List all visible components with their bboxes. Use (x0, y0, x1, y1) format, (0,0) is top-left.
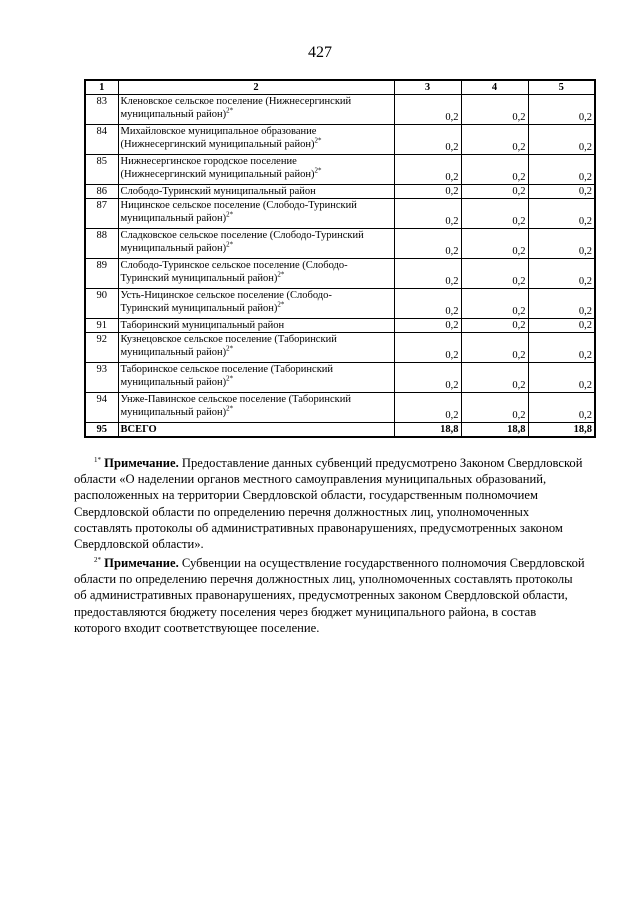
cell-col5: 0,2 (528, 125, 595, 155)
row-name-line2-text: муниципальный район) (120, 109, 227, 120)
cell-col3: 0,2 (394, 125, 461, 155)
row-name-line2-text: муниципальный район) (120, 407, 227, 418)
cell-col3: 0,2 (394, 229, 461, 259)
cell-col4: 0,2 (461, 289, 528, 319)
footnote-reference: 2* (277, 300, 285, 309)
row-name-line2-text: Туринский муниципальный район) (120, 273, 278, 284)
cell-col5: 0,2 (528, 155, 595, 185)
row-name-line1: Ницинское сельское поселение (Слободо-Туринский (120, 200, 357, 211)
table-row (85, 229, 595, 259)
row-name-line1: Слободо-Туринский муниципальный район (120, 186, 316, 197)
row-name-line2-text: Туринский муниципальный район) (120, 303, 278, 314)
row-name-line1: Усть-Ницинское сельское поселение (Слободо- (120, 290, 332, 301)
column-header: 5 (528, 80, 595, 95)
row-name-line2-text: (Нижнесергинский муниципальный район) (120, 169, 315, 180)
subsidy-table (84, 79, 596, 438)
table-row (85, 125, 595, 155)
cell-col4: 0,2 (461, 95, 528, 125)
row-number: 85 (85, 155, 118, 185)
row-name-line2-text: муниципальный район) (120, 377, 227, 388)
row-name (118, 125, 394, 155)
cell-col4: 0,2 (461, 229, 528, 259)
cell-col5: 0,2 (528, 259, 595, 289)
footnote-text: Субвенции на осуществление государственного полномочия Свердловской области по определению перечня должностных лиц, уполномоченных составлять протоколы об административных правонарушениях, предусмотренных законом Свердловской области, предоставляются бюджету поселения через бюджет муниципального района, в состав которого входит соответствующее поселение. (74, 556, 585, 635)
row-name (118, 199, 394, 229)
row-name (118, 319, 394, 333)
table-header-row (85, 80, 595, 95)
row-name-line2 (121, 212, 392, 225)
cell-col3: 0,2 (394, 363, 461, 393)
footnote-heading: Примечание. (104, 456, 179, 470)
cell-col5: 0,2 (528, 333, 595, 363)
column-header: 2 (118, 80, 394, 95)
table-row (85, 363, 595, 393)
row-name (118, 259, 394, 289)
row-name-line2 (121, 168, 392, 181)
row-name (118, 95, 394, 125)
row-name-line1: Сладковское сельское поселение (Слободо-Туринский (120, 230, 364, 241)
row-name-line1: Кузнецовское сельское поселение (Таборинский (120, 334, 337, 345)
table-body (85, 95, 595, 438)
row-name (118, 393, 394, 423)
footnote-2 (74, 555, 586, 636)
table-row-total (85, 423, 595, 438)
row-name (118, 185, 394, 199)
row-name (118, 155, 394, 185)
row-name-line1: Нижнесергинское городское поселение (120, 156, 297, 167)
row-label: ВСЕГО (118, 423, 394, 438)
cell-col3: 0,2 (394, 155, 461, 185)
footnote-reference: 2* (314, 136, 322, 145)
cell-col4: 0,2 (461, 333, 528, 363)
cell-col4: 0,2 (461, 259, 528, 289)
row-name-line1: Кленовское сельское поселение (Нижнесергинский (120, 96, 352, 107)
row-name (118, 289, 394, 319)
cell-col3: 0,2 (394, 289, 461, 319)
footnote-reference: 2* (226, 404, 234, 413)
footnote-reference: 2* (226, 240, 234, 249)
cell-col4: 18,8 (461, 423, 528, 438)
row-name-line2-text: (Нижнесергинский муниципальный район) (120, 139, 315, 150)
cell-col5: 0,2 (528, 185, 595, 199)
row-number: 86 (85, 185, 118, 199)
cell-col4: 0,2 (461, 155, 528, 185)
cell-col3: 0,2 (394, 199, 461, 229)
row-name (118, 333, 394, 363)
row-name-line2 (121, 376, 392, 389)
cell-col3: 0,2 (394, 185, 461, 199)
footnote-reference: 2* (277, 270, 285, 279)
row-name-line1: Слободо-Туринское сельское поселение (Слободо- (120, 260, 348, 271)
row-name-line1: Таборинское сельское поселение (Таборинский (120, 364, 334, 375)
footnote-reference: 2* (226, 106, 234, 115)
table-row (85, 95, 595, 125)
column-header: 4 (461, 80, 528, 95)
footnote-reference: 2* (314, 166, 322, 175)
column-header: 3 (394, 80, 461, 95)
row-number: 89 (85, 259, 118, 289)
cell-col3: 0,2 (394, 95, 461, 125)
table-row (85, 199, 595, 229)
table-row (85, 319, 595, 333)
row-name (118, 363, 394, 393)
table-row (85, 289, 595, 319)
row-name-line1: Михайловское муниципальное образование (120, 126, 317, 137)
cell-col3: 0,2 (394, 259, 461, 289)
cell-col4: 0,2 (461, 185, 528, 199)
row-name-line2-text: муниципальный район) (120, 243, 227, 254)
row-name-line2 (121, 242, 392, 255)
row-name-line2 (121, 138, 392, 151)
cell-col5: 0,2 (528, 95, 595, 125)
footnote-reference: 2* (226, 344, 234, 353)
row-name-line2-text: муниципальный район) (120, 347, 227, 358)
row-number: 90 (85, 289, 118, 319)
cell-col3: 0,2 (394, 393, 461, 423)
row-name-line2 (121, 272, 392, 285)
footnote-reference: 2* (226, 210, 234, 219)
footnote-marker: 1* (94, 455, 101, 464)
row-number: 95 (85, 423, 118, 438)
table-row (85, 155, 595, 185)
row-name-line2-text: муниципальный район) (120, 213, 227, 224)
row-number: 88 (85, 229, 118, 259)
row-name-line1: Таборинский муниципальный район (120, 320, 285, 331)
footnote-heading: Примечание. (104, 556, 179, 570)
cell-col5: 18,8 (528, 423, 595, 438)
cell-col5: 0,2 (528, 393, 595, 423)
row-number: 93 (85, 363, 118, 393)
row-name-line2 (121, 346, 392, 359)
row-number: 87 (85, 199, 118, 229)
cell-col3: 0,2 (394, 319, 461, 333)
table-row (85, 333, 595, 363)
row-number: 94 (85, 393, 118, 423)
footnote-1 (74, 455, 586, 552)
footnote-reference: 2* (226, 374, 234, 383)
cell-col4: 0,2 (461, 125, 528, 155)
table-row (85, 393, 595, 423)
row-number: 84 (85, 125, 118, 155)
cell-col4: 0,2 (461, 393, 528, 423)
column-header: 1 (85, 80, 118, 95)
row-name (118, 229, 394, 259)
row-name-line2 (121, 406, 392, 419)
row-name-line2 (121, 108, 392, 121)
page-number: 427 (308, 44, 332, 61)
row-name-line1: Унже-Павинское сельское поселение (Таборинский (120, 394, 351, 405)
cell-col4: 0,2 (461, 319, 528, 333)
cell-col4: 0,2 (461, 199, 528, 229)
table-row (85, 259, 595, 289)
row-number: 83 (85, 95, 118, 125)
table-row (85, 185, 595, 199)
row-number: 91 (85, 319, 118, 333)
cell-col5: 0,2 (528, 229, 595, 259)
cell-col3: 18,8 (394, 423, 461, 438)
footnote-text: Предоставление данных субвенций предусмотрено Законом Свердловской области «О наделении органов местного самоуправления муниципальных образований, расположенных на территории Свердловской области, государственным полномочием Свердловской области по определению перечня должностных лиц, уполномоченных составлять протоколы об административных правонарушениях, предусмотренных законом Свердловской области». (74, 456, 583, 552)
footnote-marker: 2* (94, 555, 101, 564)
row-number: 92 (85, 333, 118, 363)
row-name-line2 (121, 302, 392, 315)
cell-col5: 0,2 (528, 199, 595, 229)
cell-col3: 0,2 (394, 333, 461, 363)
cell-col5: 0,2 (528, 289, 595, 319)
cell-col5: 0,2 (528, 363, 595, 393)
cell-col4: 0,2 (461, 363, 528, 393)
cell-col5: 0,2 (528, 319, 595, 333)
